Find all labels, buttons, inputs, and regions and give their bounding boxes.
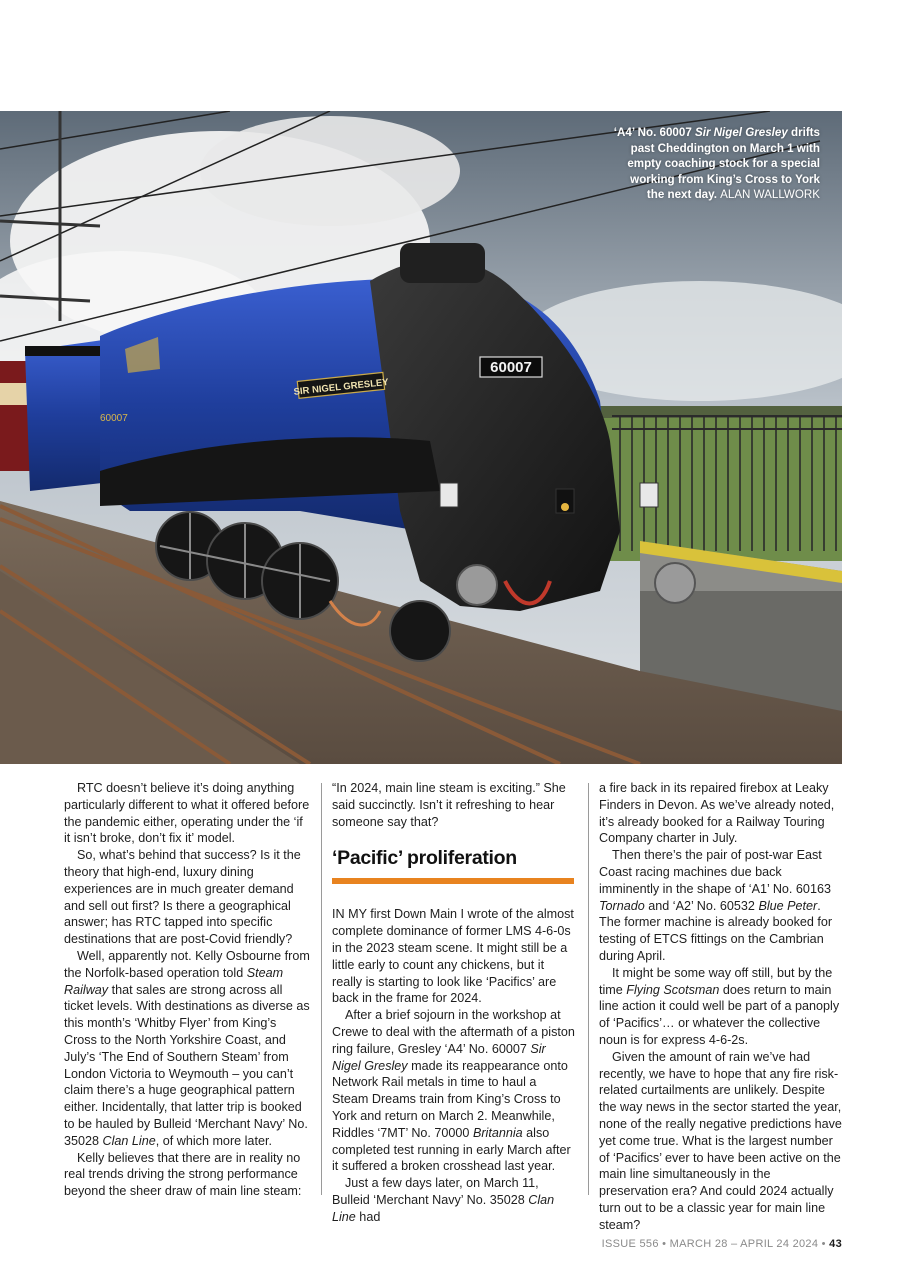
paragraph: “In 2024, main line steam is exciting.” She said succinctly. Isn’t it refreshing to hear someone say that? — [332, 781, 566, 829]
issue-number: ISSUE 556 — [601, 1238, 659, 1250]
issue-dates: MARCH 28 – APRIL 24 2024 — [669, 1238, 819, 1250]
footer-separator: • — [818, 1238, 830, 1250]
section-heading: ‘Pacific’ proliferation — [332, 847, 517, 870]
locomotive-illustration — [0, 111, 842, 764]
paragraph: So, what’s behind that success? Is it the theory that high-end, luxury dining experiences are in much greater demand and sell out first? Is there a geographical answer; has RTC tapped into specific destinations that are post-Covid friendly? — [64, 848, 301, 947]
heading-underline — [332, 878, 574, 884]
text-run: made its reappearance onto Network Rail metals in time to haul a Steam Dreams train from King’s Cross to York and return on March 2. Meanwhile, Riddles ‘7MT’ No. 70000 — [332, 1058, 568, 1140]
page-footer — [602, 1238, 842, 1250]
paragraph — [332, 1007, 576, 1175]
paragraph: a fire back in its repaired firebox at Leaky Finders in Devon. As we’ve already noted, it’s already booked for a Railway Touring Company charter in July. — [599, 781, 835, 846]
text-run: Well, apparently not. Kelly Osbourne from the Norfolk-based operation told — [64, 948, 310, 980]
loco-name: Blue Peter — [758, 898, 818, 913]
text-run: It might be some way off still, but by the time — [599, 965, 833, 997]
text-run: does return to main line action it could well be part of a panoply of ‘Pacifics’… or whatever the collective noun is for express 4-6-2s. — [599, 982, 840, 1047]
photo-caption — [610, 125, 820, 203]
caption-loco-name: Sir Nigel Gresley — [694, 126, 788, 139]
article-column-3 — [599, 780, 843, 1234]
paragraph: RTC doesn’t believe it’s doing anything particularly different to what it offered before the pandemic either, operating under the ‘if it isn’t broke, don’t fix it’ model. — [64, 781, 310, 846]
loco-name-plate: SIR NIGEL GRESLEY — [293, 376, 390, 398]
caption-body: drifts past Cheddington on March 1 with empty coaching stock for a special working from King’s Cross to York the next day. — [627, 126, 820, 201]
text-run: . The former machine is already booked for testing of ETCS fittings on the Cambrian during April. — [599, 898, 833, 963]
photo-credit: ALAN WALLWORK — [720, 188, 820, 201]
paragraph: Kelly believes that there are in reality no real trends driving the strong performance beyond the sheer draw of main line steam: — [64, 1150, 302, 1199]
publication-title: Steam Railway — [64, 965, 284, 997]
article-column-2 — [332, 780, 576, 1226]
loco-name: Tornado — [599, 898, 645, 913]
column-divider — [588, 783, 589, 1195]
footer-separator: • — [658, 1238, 670, 1250]
text-run: After a brief sojourn in the workshop at Crewe to deal with the aftermath of a piston ring failure, Gresley ‘A4’ No. 60007 — [332, 1008, 575, 1056]
page-number: 43 — [829, 1238, 842, 1250]
article-column-1 — [64, 780, 312, 1200]
loco-name: Flying Scotsman — [626, 982, 720, 997]
paragraph: Given the amount of rain we’ve had recently, we have to hope that any fire risk-related curtailments are unlikely. Despite the way news in the sector started the year, none of the really negative predictions have yet come true. What is the largest number of ‘Pacifics’ ever to have been active on the main line simultaneously in the preservation era? And could 2024 actually turn out to be a classic year for main line steam? — [599, 1049, 842, 1232]
text-run: had — [355, 1209, 381, 1224]
text-run: also completed test running in early March after it suffered a broken crosshead last year. — [332, 1125, 571, 1174]
column-divider — [321, 783, 322, 1195]
paragraph — [599, 965, 843, 1049]
paragraph — [332, 1175, 576, 1225]
text-run: Then there’s the pair of post-war East Coast racing machines due back imminently in the shape of ‘A1’ No. 60163 — [599, 848, 831, 896]
text-run: that sales are strong across all ticket levels. With destinations as diverse as this month’s ‘Whitby Flyer’ from King’s Cross to the North Yorkshire Coast, and July’s ‘The End of Southern Steam’ from London Victoria to Weymouth – you can’t claim there’s a huge geographical pattern either. Incidentally, that latter trip is booked to be hauled by Bulleid ‘Merchant Navy’ No. 35028 — [64, 982, 310, 1148]
paragraph — [599, 847, 843, 965]
lead-photo — [0, 111, 842, 764]
text-run: and ‘A2’ No. 60532 — [644, 898, 759, 913]
loco-name: Clan Line — [102, 1133, 156, 1148]
caption-prefix: ‘A4’ No. 60007 — [613, 126, 695, 139]
loco-cab-number: 60007 — [100, 413, 128, 424]
loco-name: Britannia — [472, 1125, 523, 1140]
loco-name: Sir Nigel Gresley — [332, 1041, 546, 1073]
paragraph: IN MY first Down Main I wrote of the almost complete dominance of former LMS 4-6-0s in the 2023 steam scene. It might still be a little early to count any chickens, but it really is starting to look like ‘Pacifics’ are back in the frame for 2024. — [332, 907, 574, 1006]
text-run: Just a few days later, on March 11, Bulleid ‘Merchant Navy’ No. 35028 — [332, 1176, 539, 1207]
text-run: , of which more later. — [155, 1133, 272, 1148]
loco-name: Clan Line — [332, 1192, 555, 1224]
loco-number-plate: 60007 — [490, 359, 532, 376]
paragraph — [64, 948, 312, 1150]
